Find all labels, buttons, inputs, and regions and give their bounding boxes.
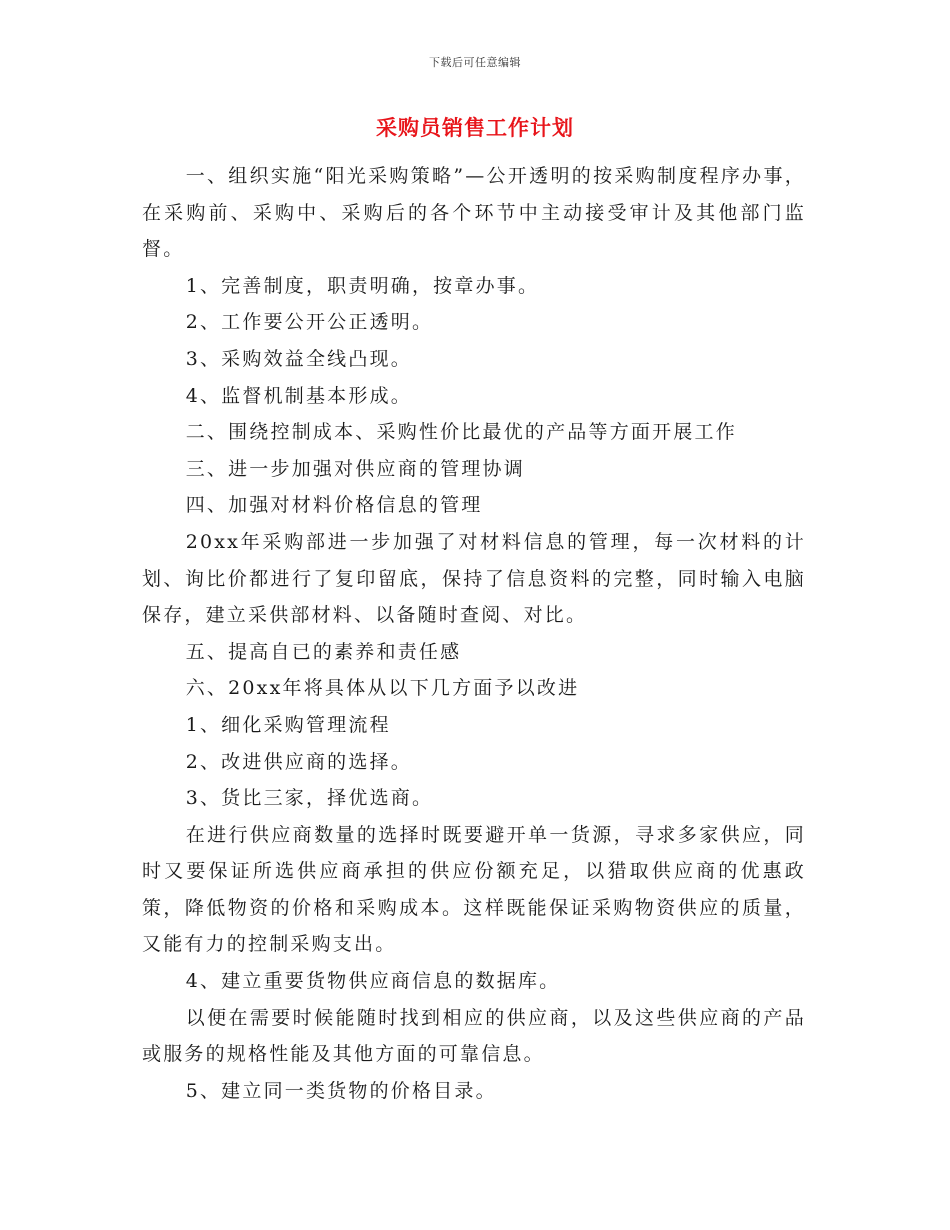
paragraph: 二、围绕控制成本、采购性价比最优的产品等方面开展工作 (185, 421, 737, 444)
paragraph: 六、20xx年将具体从以下几方面予以改进 (185, 677, 580, 700)
paragraph: 1、细化采购管理流程 (185, 713, 391, 736)
paragraph: 三、进一步加强对供应商的管理协调 (185, 457, 525, 480)
document-title: 采购员销售工作计划 (376, 115, 574, 140)
paragraph: 2、改进供应商的选择。 (185, 750, 412, 773)
paragraph: 以便在需要时候能随时找到相应的供应商，以及这些供应商的产品或服务的规格性能及其他方面的可靠信息。 (142, 1006, 806, 1066)
paragraph: 五、提高自已的素养和责任感 (185, 640, 462, 663)
paragraph: 在进行供应商数量的选择时既要避开单一货源，寻求多家供应，同时又要保证所选供应商承担的供应份额充足，以猎取供应商的优惠政策，降低物资的价格和采购成本。这样既能保证采购物资供应的质量，又能有力的控制采购支出。 (142, 823, 806, 956)
paragraph: 4、建立重要货物供应商信息的数据库。 (185, 970, 561, 993)
paragraph: 20xx年采购部进一步加强了对材料信息的管理，每一次材料的计划、询比价都进行了复印留底，保持了信息资料的完整，同时输入电脑保存，建立采供部材料、以备随时查阅、对比。 (142, 530, 806, 627)
paragraph: 4、监督机制基本形成。 (185, 384, 412, 407)
paragraph: 一、组织实施“阳光采购策略”—公开透明的按采购制度程序办事，在采购前、采购中、采购后的各个环节中主动接受审计及其他部门监督。 (142, 165, 806, 261)
paragraph: 3、采购效益全线凸现。 (185, 347, 412, 370)
paragraph: 3、货比三家，择优选商。 (185, 787, 434, 810)
paragraph: 1、完善制度，职责明确，按章办事。 (185, 274, 540, 297)
document-body (142, 158, 806, 1109)
paragraph: 2、工作要公开公正透明。 (185, 311, 434, 334)
paragraph: 5、建立同一类货物的价格目录。 (185, 1079, 497, 1102)
paragraph: 四、加强对材料价格信息的管理 (185, 494, 483, 517)
header-note: 下载后可任意编辑 (429, 56, 521, 69)
